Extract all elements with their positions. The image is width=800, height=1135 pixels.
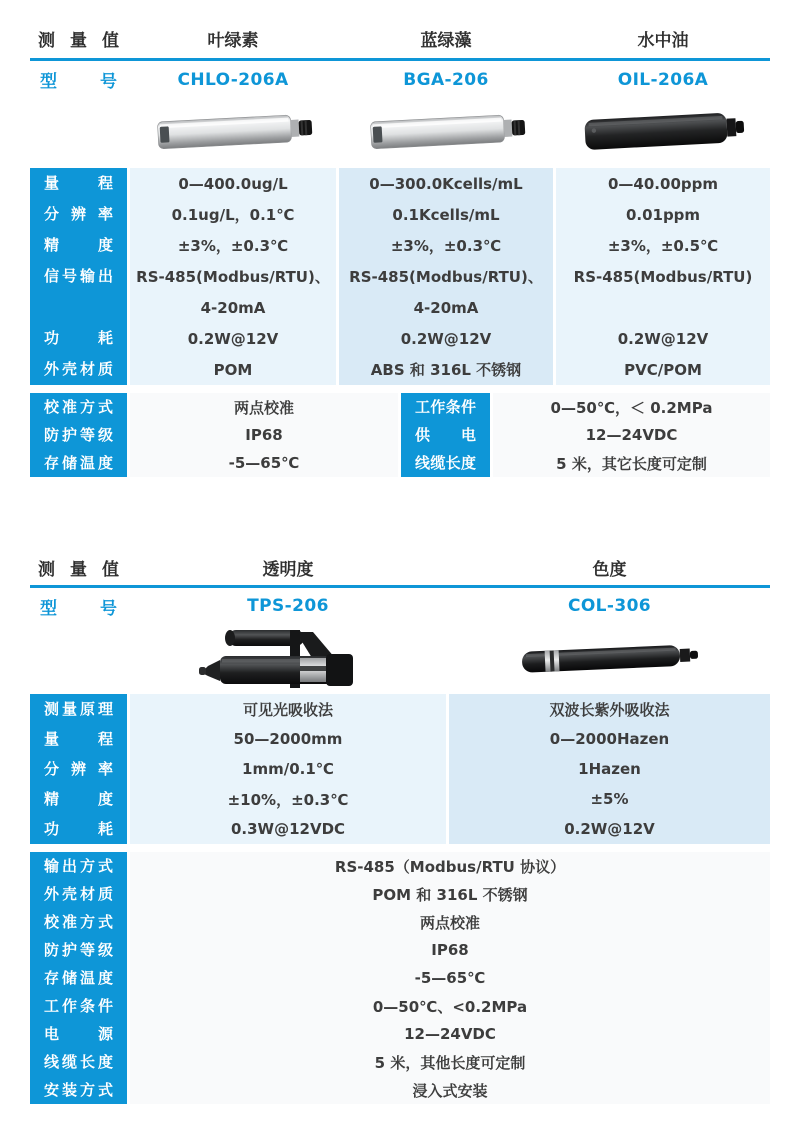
table1-product-name-oil-in-water: 水中油 [637, 30, 689, 51]
col-306-sensor-image [514, 633, 706, 687]
footer-value: 两点校准 [130, 908, 770, 936]
tps-206-sensor-image [196, 624, 381, 696]
spec-label: 量 程 [30, 724, 127, 754]
spec-value: ±3%，±0.3℃ [339, 230, 553, 261]
spec-value: 可见光吸收法 [130, 694, 446, 724]
spec-value: RS-485(Modbus/RTU)、 [339, 261, 553, 292]
spec-value: 0.2W@12V [556, 323, 770, 354]
footer-value: -5—65℃ [130, 449, 398, 477]
table1-model-label: 型 号 [40, 72, 117, 92]
table1-spec-section [30, 168, 770, 385]
table2-model-col-306: COL-306 [567, 596, 652, 616]
footer-value: 12—24VDC [130, 1020, 770, 1048]
spec-value: POM [130, 354, 336, 385]
spec-value: 0.2W@12V [130, 323, 336, 354]
footer-label: 输出方式 [30, 852, 127, 880]
footer-label: 存储温度 [30, 964, 127, 992]
table2-product-images-row [30, 624, 770, 694]
footer-label: 校准方式 [30, 393, 127, 421]
spec-value: 0—400.0ug/L [130, 168, 336, 199]
table1-measure-value-label: 测 量 值 [38, 30, 119, 51]
table1-model-bga-206: BGA-206 [403, 69, 489, 90]
footer-label: 存储温度 [30, 449, 127, 477]
footer-value: 两点校准 [130, 393, 398, 421]
chlo-206a-sensor-image [149, 103, 317, 163]
footer-value: 0—50℃，＜ 0.2MPa [493, 393, 770, 421]
spec-value: 50—2000mm [130, 724, 446, 754]
spec-value: 1Hazen [449, 754, 770, 784]
spec-value: ±5% [449, 784, 770, 814]
spec-value: ±3%，±0.5℃ [556, 230, 770, 261]
table2-spec-section [30, 694, 770, 844]
spec-label: 测量原理 [30, 694, 127, 724]
spec-label: 分 辨 率 [30, 199, 127, 230]
footer-label: 安装方式 [30, 1076, 127, 1104]
spec-value: 0.2W@12V [339, 323, 553, 354]
spec-value: RS-485(Modbus/RTU) [556, 261, 770, 292]
table2-header-row [30, 549, 770, 585]
footer-label: 防护等级 [30, 421, 127, 449]
spec-label: 功 耗 [30, 323, 127, 354]
spec-label: 精 度 [30, 230, 127, 261]
footer-label: 防护等级 [30, 936, 127, 964]
footer-label: 电 源 [30, 1020, 127, 1048]
spec-value: 4-20mA [339, 292, 553, 323]
table1-product-images-row [30, 98, 770, 168]
spec-value: 双波长紫外吸收法 [449, 694, 770, 724]
spec-value: PVC/POM [556, 354, 770, 385]
footer-value: RS-485（Modbus/RTU 协议） [130, 852, 770, 880]
table2-measure-value-label: 测 量 值 [38, 559, 119, 580]
footer-value: 5 米，其他长度可定制 [130, 1048, 770, 1076]
footer-value: 浸入式安装 [130, 1076, 770, 1104]
footer-label: 校准方式 [30, 908, 127, 936]
spec-label: 精 度 [30, 784, 127, 814]
footer-label: 工作条件 [30, 992, 127, 1020]
footer-value: POM 和 316L 不锈钢 [130, 880, 770, 908]
footer-value: IP68 [130, 421, 398, 449]
footer-label: 线缆长度 [401, 449, 490, 477]
footer-label: 供 电 [401, 421, 490, 449]
spec-value: RS-485(Modbus/RTU)、 [130, 261, 336, 292]
table1-model-row [30, 61, 770, 98]
spec-value: ±3%，±0.3℃ [130, 230, 336, 261]
table2-model-tps-206: TPS-206 [247, 596, 329, 616]
spec-value: 0.1ug/L，0.1℃ [130, 199, 336, 230]
spec-label [30, 292, 127, 323]
footer-value: 12—24VDC [493, 421, 770, 449]
spec-value: ±10%，±0.3℃ [130, 784, 446, 814]
footer-value: IP68 [130, 936, 770, 964]
spec-value: 0.3W@12VDC [130, 814, 446, 844]
spec-value: 0—40.00ppm [556, 168, 770, 199]
spec-value: 0.01ppm [556, 199, 770, 230]
spec-value: 4-20mA [130, 292, 336, 323]
spec-value: 0—300.0Kcells/mL [339, 168, 553, 199]
spec-label: 量 程 [30, 168, 127, 199]
spec-value: 0—2000Hazen [449, 724, 770, 754]
footer-value: 5 米，其它长度可定制 [493, 449, 770, 477]
table2-model-label: 型 号 [40, 598, 117, 619]
table1-model-chlo-206a: CHLO-206A [177, 69, 289, 90]
table2-product-name-transparency: 透明度 [262, 559, 314, 580]
table1-footer-section [30, 393, 770, 477]
spec-label: 外壳材质 [30, 354, 127, 385]
spec-value: 1mm/0.1℃ [130, 754, 446, 784]
footer-label: 线缆长度 [30, 1048, 127, 1076]
spec-value: ABS 和 316L 不锈钢 [339, 354, 553, 385]
footer-label: 外壳材质 [30, 880, 127, 908]
table2-footer-section [30, 852, 770, 1104]
table1-product-name-chlorophyll: 叶绿素 [207, 30, 259, 51]
spec-label: 功 耗 [30, 814, 127, 844]
oil-206a-sensor-image [579, 103, 747, 163]
table2-product-name-color: 色度 [592, 559, 627, 580]
spec-value [556, 292, 770, 323]
spec-value: 0.2W@12V [449, 814, 770, 844]
spec-label: 分 辨 率 [30, 754, 127, 784]
table1-header-row [30, 18, 770, 58]
table1-model-oil-206a: OIL-206A [617, 69, 709, 90]
footer-value: 0—50℃、<0.2MPa [130, 992, 770, 1020]
table2-model-row [30, 588, 770, 624]
bga-206-sensor-image [362, 103, 530, 163]
footer-label: 工作条件 [401, 393, 490, 421]
spec-value: 0.1Kcells/mL [339, 199, 553, 230]
spec-label: 信号输出 [30, 261, 127, 292]
table1-product-name-bluegreen-algae: 蓝绿藻 [420, 30, 472, 51]
footer-value: -5—65℃ [130, 964, 770, 992]
